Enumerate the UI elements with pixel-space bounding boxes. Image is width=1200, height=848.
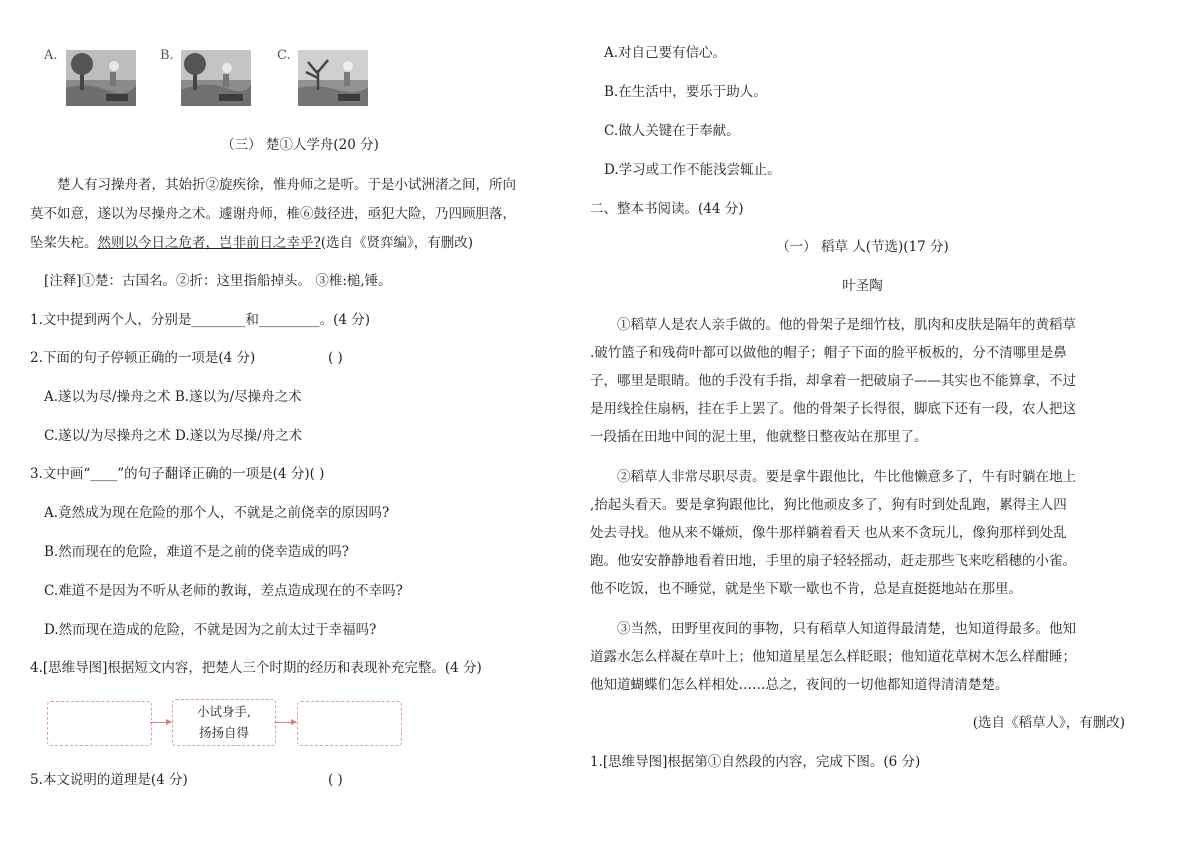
option-c-label: C. (277, 48, 291, 63)
question-1: 1.文中提到两个人，分别是________和_________。(4 分) (30, 312, 371, 328)
option-line: B.然而现在的危险，难道不是之前的侥幸造成的吗? (44, 544, 349, 560)
paragraph-line: ②稻草人非常尽职尽责。要是拿牛跟他比，牛比他懒意多了，牛有时躺在地上 (617, 469, 1076, 485)
question-5: 5.本文说明的道理是(4 分) (30, 772, 188, 788)
option-line: A.竟然成为现在危险的那个人，不就是之前侥幸的原因吗? (44, 505, 390, 521)
paragraph-line: 子，哪里是眼睛。他的手没有手指，却拿着一把破扇子——其实也不能算拿，不过 (590, 373, 1076, 389)
question-2: 2.下面的句子停顿正确的一项是(4 分) (30, 350, 256, 366)
passage-line: 莫不如意，遂以为尽操舟之术。遽谢舟师，椎⑥鼓径进，亟犯大险，乃四顾胆落， (30, 206, 516, 222)
option-line: A.对自己要有信心。 (604, 45, 727, 61)
option-b-picture[interactable] (181, 50, 251, 106)
paragraph-line: 他知道蝴蝶们怎么样相处……总之，夜间的一切他都知道得清清楚楚。 (590, 677, 1009, 693)
author: 叶圣陶 (842, 278, 883, 294)
answer-paren[interactable]: ( ) (328, 772, 343, 788)
landscape-illustration-icon (66, 50, 136, 106)
question-4: 4.[思维导图]根据短文内容，把楚人三个时期的经历和表现补充完整。(4 分) (30, 660, 482, 676)
arrow-icon (150, 722, 171, 723)
mindmap-box-right[interactable] (297, 701, 402, 746)
paragraph-line: .破竹篮子和残荷叶都可以做他的帽子；帽子下面的脸平板板的，分不清哪里是鼻 (590, 345, 1067, 361)
underlined-sentence: 然则以今日之危者，岂非前日之幸乎? (97, 235, 321, 251)
paragraph-line: 一段插在田地中间的泥土里，他就整日整夜站在那里了。 (590, 429, 928, 445)
paragraph-line: ①稻草人是农人亲手做的。他的骨架子是细竹枝，肌肉和皮肤是隔年的黄稻草 (617, 317, 1076, 333)
annotation-note: [注释]①楚：古国名。②折：这里指船掉头。 ③椎:槌,锤。 (44, 273, 392, 289)
question-1: 1.[思维导图]根据第①自然段的内容，完成下图。(6 分) (590, 754, 921, 770)
option-line: D.学习或工作不能浅尝辄止。 (604, 162, 781, 178)
answer-paren[interactable]: ( ) (328, 350, 343, 366)
mindmap-box-left[interactable] (47, 701, 152, 746)
option-a-label: A. (44, 48, 58, 63)
mindmap-text: 扬扬自得 (198, 725, 249, 740)
question-3: 3.文中画“____”的句子翻译正确的一项是(4 分)( ) (30, 466, 325, 482)
section-title: （一） 稻草 人(节选)(17 分) (776, 239, 949, 255)
option-line: C.做人关键在于奉献。 (604, 123, 740, 139)
option-line: B.在生活中，要乐于助人。 (604, 84, 767, 100)
passage-source: (选自《贤弈编》，有删改) (320, 235, 474, 251)
option-a-picture[interactable] (66, 50, 136, 106)
mindmap-text: 小试身手, (197, 704, 251, 719)
part-title: 二、整本书阅读。(44 分) (590, 201, 744, 217)
option-line: C.遂以/为尽操舟之术 D.遂以为尽操/舟之术 (44, 428, 303, 444)
option-line: D.然而现在造成的危险，不就是因为之前太过于幸福吗? (44, 622, 377, 638)
paragraph-line: ③当然，田野里夜间的事物，只有稻草人知道得最清楚，也知道得最多。他知 (617, 621, 1076, 637)
passage-source: (选自《稻草人》，有删改) (972, 715, 1125, 731)
section-title: （三） 楚①人学舟(20 分) (221, 137, 379, 153)
landscape-illustration-icon (298, 50, 368, 106)
passage-text: 坠桨失柁。 (30, 235, 98, 251)
paragraph-line: 他不吃饭，也不睡觉，就是坐下歇一歇也不肯，总是直挺挺地站在那里。 (590, 581, 1022, 597)
paragraph-line: 处去寻找。他从来不嫌烦，像牛那样躺着看天 也从来不贪玩儿，像狗那样到处乱 (590, 525, 1067, 541)
paragraph-line: ,抬起头看天。要是拿狗跟他比，狗比他顽皮多了，狗有时到处乱跑，累得主人四 (590, 497, 1067, 513)
option-line: C.难道不是因为不听从老师的教诲，差点造成现在的不幸吗? (44, 583, 403, 599)
option-c-picture[interactable] (298, 50, 368, 106)
passage-line (30, 234, 473, 252)
paragraph-line: 道露水怎么样凝在草叶上；他知道星星怎么样眨眼；他知道花草树木怎么样酣睡； (590, 649, 1076, 665)
arrow-icon (274, 722, 296, 723)
mindmap-box-middle (172, 699, 276, 746)
option-line: A.遂以为尽/操舟之术 B.遂以为/尽操舟之术 (44, 389, 302, 405)
paragraph-line: 是用线拴住扇柄，挂在手上罢了。他的骨架子长得很，脚底下还有一段，农人把这 (590, 401, 1076, 417)
passage-line: 楚人有习操舟者，其始折②旋疾徐，惟舟师之是听。于是小试洲渚之间，所向 (57, 177, 516, 193)
paragraph-line: 跑。他安安静静地看着田地，手里的扇子轻轻摇动，赶走那些飞来吃稻穗的小雀。 (590, 553, 1076, 569)
landscape-illustration-icon (181, 50, 251, 106)
option-b-label: B. (160, 48, 174, 63)
